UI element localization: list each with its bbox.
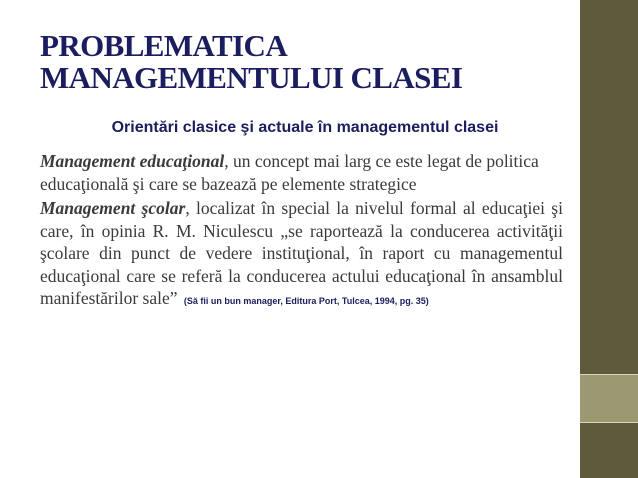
slide-body bbox=[40, 150, 563, 315]
citation-source: (Să fii un bun manager, Editura Port, Tulcea, 1994, pg. 35) bbox=[183, 296, 429, 306]
slide-title bbox=[40, 30, 560, 94]
decorative-band-accent bbox=[580, 375, 638, 422]
term-management-scolar: Management şcolar bbox=[40, 198, 186, 218]
term-management-educational: Management educaţional bbox=[40, 151, 225, 171]
paragraph-management-educational bbox=[40, 150, 563, 195]
title-line-2: MANAGEMENTULUI CLASEI bbox=[40, 60, 463, 95]
band-divider-bottom bbox=[580, 422, 638, 423]
paragraph-2-text: , localizat în special la nivelul formal al educaţiei şi care, în opinia R. M. Niculescu „se raportează la conducerea activităţii şcolare din punct de vedere instituţional, în raport cu managementul educaţional care se referă la conducerea actului educaţional în ansamblul manifestărilor sale” bbox=[40, 198, 563, 308]
title-line-1: PROBLEMATICA bbox=[40, 28, 288, 63]
slide-subtitle: Orientări clasice şi actuale în managementul clasei bbox=[111, 119, 499, 136]
paragraph-1-text: , un concept mai larg ce este legat de politica educaţională şi care se bazează pe elemente strategice bbox=[40, 151, 539, 194]
paragraph-management-scolar bbox=[40, 197, 563, 313]
